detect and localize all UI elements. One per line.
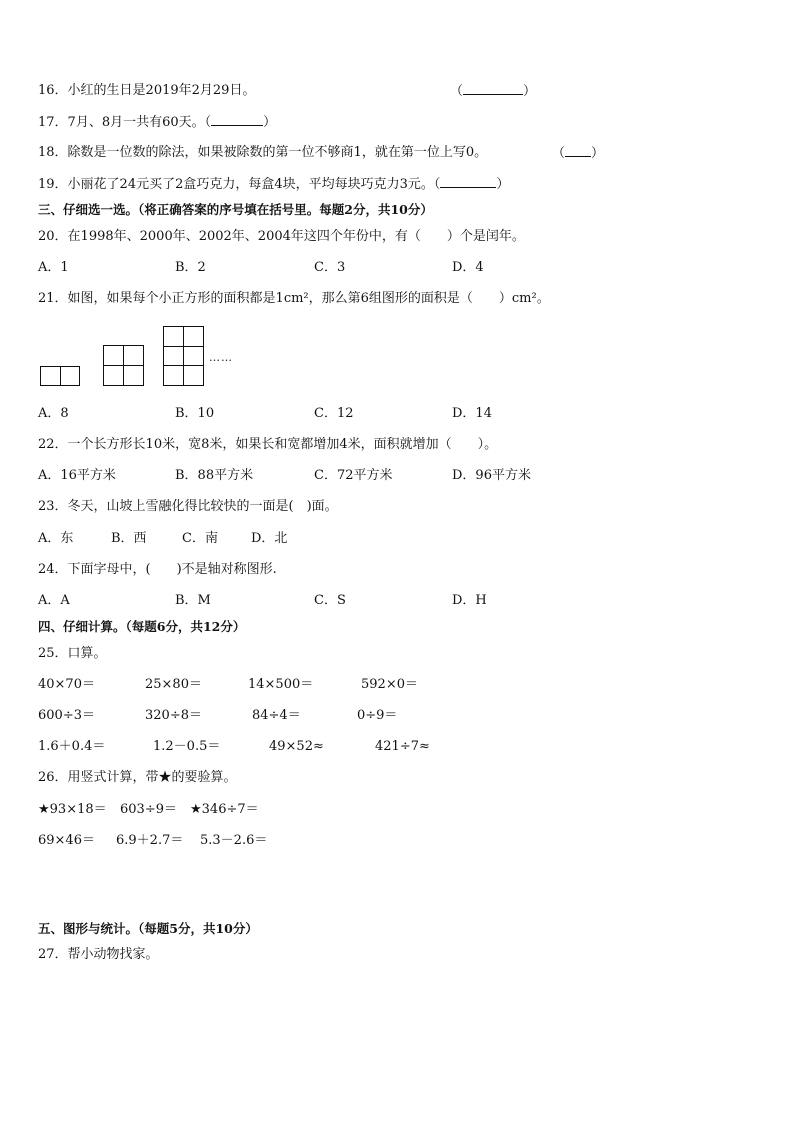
unit-square <box>123 345 144 366</box>
option-c[interactable]: C．12 <box>314 406 354 421</box>
question-text: 小红的生日是2019年2月29日。 <box>67 83 256 98</box>
option-b[interactable]: B．2 <box>175 260 206 275</box>
question-17: 17．7月、8月一共有60天。（ ） <box>38 115 277 130</box>
section-heading: 五、图形与统计。（每题5分，共10分） <box>38 921 258 936</box>
question-number: 19． <box>38 177 68 192</box>
calc-item: ★93×18＝ <box>38 802 107 817</box>
option-c[interactable]: C．72平方米 <box>314 468 393 483</box>
question-21: 21．如图，如果每个小正方形的面积都是1cm²，那么第6组图形的面积是（ ）cm²。 <box>38 291 550 306</box>
answer-blank[interactable] <box>440 175 496 188</box>
calc-item: 1.2－0.5＝ <box>153 739 221 754</box>
option-a[interactable]: A．1 <box>38 260 69 275</box>
answer-blank[interactable] <box>211 113 263 126</box>
section-heading: 四、仔细计算。（每题6分，共12分） <box>38 619 246 634</box>
calc-item: 69×46＝ <box>38 833 95 848</box>
question-number: 17． <box>38 115 68 130</box>
option-b[interactable]: B．10 <box>175 406 215 421</box>
option-d[interactable]: D．北 <box>251 531 288 546</box>
unit-square <box>183 326 204 347</box>
question-number: 16． <box>38 83 68 98</box>
calc-item: 421÷7≈ <box>375 739 430 754</box>
unit-square <box>163 326 184 347</box>
unit-square <box>40 366 61 386</box>
calc-item: 5.3－2.6＝ <box>200 833 268 848</box>
answer-bracket-18: （ ） <box>552 146 605 161</box>
unit-square <box>60 366 80 386</box>
calc-item: 1.6＋0.4＝ <box>38 739 106 754</box>
unit-square <box>103 365 124 386</box>
question-23: 23．冬天，山坡上雪融化得比较快的一面是( )面。 <box>38 499 338 514</box>
calc-item: 6.9＋2.7＝ <box>116 833 184 848</box>
calc-item: 49×52≈ <box>269 739 324 754</box>
option-a[interactable]: A．16平方米 <box>38 468 116 483</box>
question-19: 19．小丽花了24元买了2盒巧克力，每盒4块，平均每块巧克力3元。（ ） <box>38 177 510 192</box>
calc-item: 0÷9＝ <box>357 708 398 723</box>
option-b[interactable]: B．西 <box>111 531 147 546</box>
question-text: 小丽花了24元买了2盒巧克力，每盒4块，平均每块巧克力3元。（ <box>67 177 441 192</box>
question-text: 除数是一位数的除法，如果被除数的第一位不够商1，就在第一位上写0。 <box>67 145 488 160</box>
option-c[interactable]: C．南 <box>182 531 218 546</box>
calc-item: 40×70＝ <box>38 677 95 692</box>
option-d[interactable]: D．H <box>452 593 487 608</box>
section-heading: 三、仔细选一选。（将正确答案的序号填在括号里。每题2分，共10分） <box>38 202 433 217</box>
question-number: 18． <box>38 145 68 160</box>
option-c[interactable]: C．S <box>314 593 346 608</box>
square-figure-group-1 <box>40 366 80 386</box>
unit-square <box>183 346 204 366</box>
option-d[interactable]: D．96平方米 <box>452 468 531 483</box>
question-26: 26．用竖式计算，带★的要验算。 <box>38 770 237 785</box>
calc-item: 603÷9＝ <box>120 802 177 817</box>
calc-item: 84÷4＝ <box>252 708 301 723</box>
answer-blank[interactable] <box>463 82 523 95</box>
calc-item: ★346÷7＝ <box>190 802 259 817</box>
question-22: 22．一个长方形长10米，宽8米，如果长和宽都增加4米，面积就增加（ ）。 <box>38 437 498 452</box>
question-24: 24．下面字母中，( )不是轴对称图形. <box>38 562 277 577</box>
calc-item: 592×0＝ <box>361 677 418 692</box>
question-25: 25．口算。 <box>38 646 107 661</box>
option-d[interactable]: D．4 <box>452 260 484 275</box>
question-16 <box>38 82 255 100</box>
question-text: 7月、8月一共有60天。（ <box>67 115 212 130</box>
option-b[interactable]: B．M <box>175 593 211 608</box>
calc-item: 320÷8＝ <box>145 708 202 723</box>
unit-square <box>123 365 144 386</box>
answer-bracket-16: （ ） <box>450 84 537 99</box>
unit-square <box>163 346 184 366</box>
question-27: 27．帮小动物找家。 <box>38 947 159 962</box>
question-18 <box>38 144 487 162</box>
option-a[interactable]: A．8 <box>38 406 69 421</box>
unit-square <box>163 365 184 386</box>
unit-square <box>103 345 124 366</box>
calc-item: 14×500＝ <box>248 677 314 692</box>
option-c[interactable]: C．3 <box>314 260 346 275</box>
square-figure-group-2 <box>103 345 144 386</box>
unit-square <box>183 365 204 386</box>
option-a[interactable]: A．A <box>38 593 70 608</box>
option-a[interactable]: A．东 <box>38 531 74 546</box>
calc-item: 25×80＝ <box>145 677 202 692</box>
square-figure-group-3 <box>163 326 204 386</box>
answer-blank[interactable] <box>565 144 591 157</box>
option-b[interactable]: B．88平方米 <box>175 468 254 483</box>
calc-item: 600÷3＝ <box>38 708 95 723</box>
question-20: 20．在1998年、2000年、2002年、2004年这四个年份中，有（ ）个是闰年。 <box>38 229 525 244</box>
option-d[interactable]: D．14 <box>452 406 492 421</box>
continuation-dots: …… <box>209 351 233 364</box>
